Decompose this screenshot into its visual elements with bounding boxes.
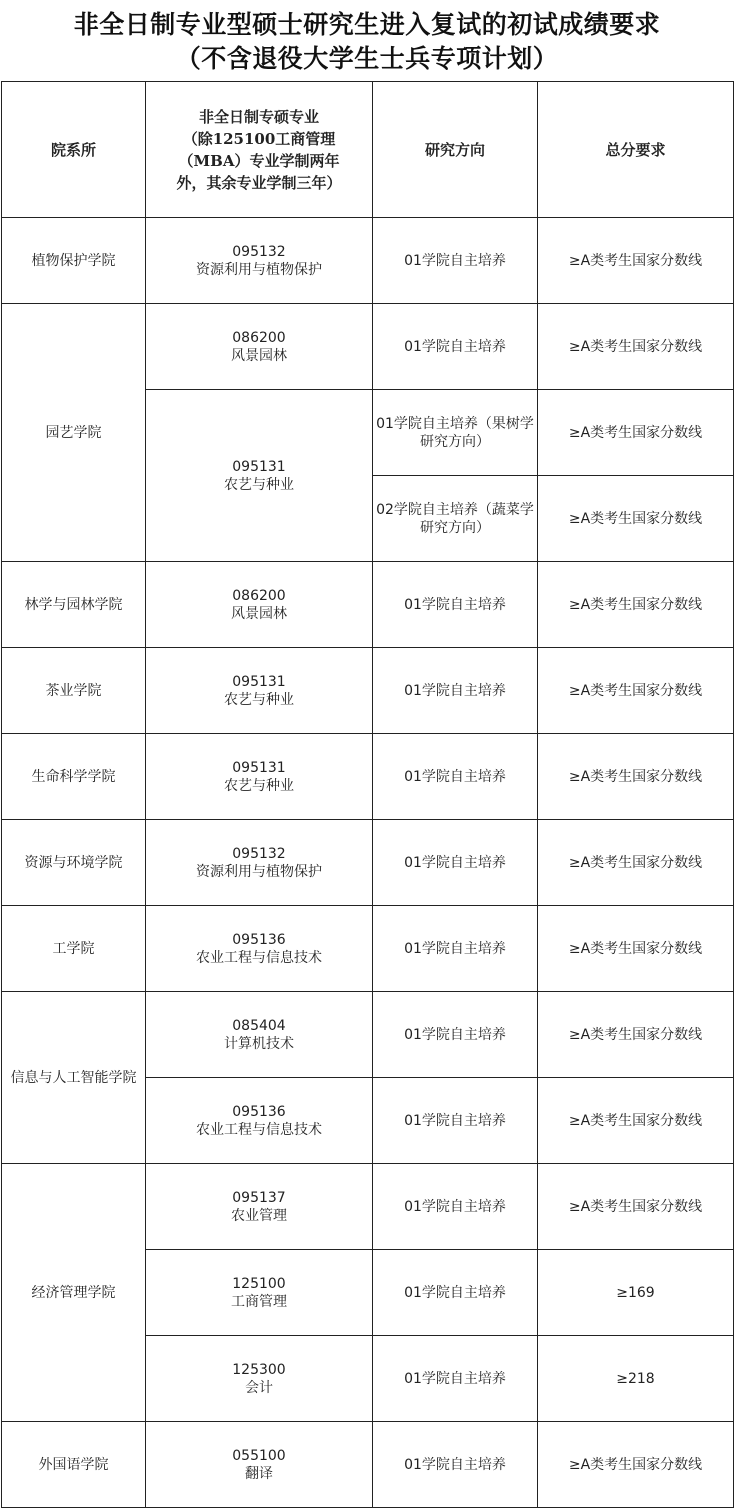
- major-cell: [146, 648, 373, 734]
- header-major-line: 外，其余专业学制三年）: [176, 173, 342, 192]
- major-code: 095132: [232, 845, 286, 862]
- header-major-line: （除125100工商管理: [182, 129, 336, 148]
- score-cell: ≥A类考生国家分数线: [538, 820, 734, 906]
- table-row: [2, 1422, 734, 1508]
- major-name: 风景园林: [231, 605, 287, 622]
- major-name: 农艺与种业: [224, 777, 294, 794]
- major-cell: [146, 218, 373, 304]
- direction-cell: 01学院自主培养（果树学研究方向）: [373, 390, 538, 476]
- header-major-line: 非全日制专硕专业: [198, 107, 319, 126]
- header-score: 总分要求: [538, 82, 734, 218]
- table-row: [2, 562, 734, 648]
- major-code: 095131: [232, 458, 286, 475]
- score-cell: ≥A类考生国家分数线: [538, 476, 734, 562]
- direction-cell: 01学院自主培养: [373, 562, 538, 648]
- table-header-row: [2, 82, 734, 218]
- department-cell: 信息与人工智能学院: [2, 992, 146, 1164]
- major-name: 会计: [245, 1379, 273, 1396]
- department-cell: 园艺学院: [2, 304, 146, 562]
- department-cell: 茶业学院: [2, 648, 146, 734]
- major-name: 农业工程与信息技术: [196, 949, 322, 966]
- major-name: 翻译: [245, 1465, 273, 1482]
- table-row: [2, 820, 734, 906]
- department-cell: 植物保护学院: [2, 218, 146, 304]
- major-name: 农艺与种业: [224, 476, 294, 493]
- direction-cell: 01学院自主培养: [373, 304, 538, 390]
- table-row: [2, 304, 734, 390]
- major-name: 农业管理: [231, 1207, 287, 1224]
- department-cell: 资源与环境学院: [2, 820, 146, 906]
- table-row: [2, 1164, 734, 1250]
- major-code: 055100: [232, 1447, 286, 1464]
- score-cell: ≥A类考生国家分数线: [538, 390, 734, 476]
- major-cell: [146, 1078, 373, 1164]
- direction-cell: 01学院自主培养: [373, 648, 538, 734]
- major-name: 工商管理: [231, 1293, 287, 1310]
- score-cell: ≥A类考生国家分数线: [538, 734, 734, 820]
- major-code: 086200: [232, 329, 286, 346]
- major-code: 095136: [232, 1103, 286, 1120]
- major-cell: [146, 1164, 373, 1250]
- direction-cell: 01学院自主培养: [373, 820, 538, 906]
- score-cell: ≥A类考生国家分数线: [538, 218, 734, 304]
- score-cell: ≥A类考生国家分数线: [538, 1164, 734, 1250]
- major-name: 风景园林: [231, 347, 287, 364]
- direction-cell: 02学院自主培养（蔬菜学研究方向）: [373, 476, 538, 562]
- major-cell: [146, 562, 373, 648]
- table-row: [2, 648, 734, 734]
- score-cell: ≥A类考生国家分数线: [538, 648, 734, 734]
- direction-cell: 01学院自主培养: [373, 1164, 538, 1250]
- score-cell: ≥A类考生国家分数线: [538, 1078, 734, 1164]
- score-cell: ≥A类考生国家分数线: [538, 992, 734, 1078]
- major-cell: [146, 1250, 373, 1336]
- direction-cell: 01学院自主培养: [373, 992, 538, 1078]
- department-cell: 工学院: [2, 906, 146, 992]
- direction-cell: 01学院自主培养: [373, 1336, 538, 1422]
- major-name: 资源利用与植物保护: [196, 863, 322, 880]
- major-cell: [146, 1336, 373, 1422]
- department-cell: 生命科学学院: [2, 734, 146, 820]
- score-cell: ≥169: [538, 1250, 734, 1336]
- major-cell: [146, 304, 373, 390]
- direction-cell: 01学院自主培养: [373, 906, 538, 992]
- table-row: [2, 734, 734, 820]
- header-major-line: （MBA）专业学制两年: [178, 151, 340, 170]
- score-requirements-table: [1, 81, 734, 1508]
- major-cell: [146, 992, 373, 1078]
- major-name: 资源利用与植物保护: [196, 261, 322, 278]
- major-code: 085404: [232, 1017, 286, 1034]
- score-cell: ≥A类考生国家分数线: [538, 1422, 734, 1508]
- table-row: [2, 906, 734, 992]
- direction-cell: 01学院自主培养: [373, 734, 538, 820]
- department-cell: 林学与园林学院: [2, 562, 146, 648]
- direction-cell: 01学院自主培养: [373, 1422, 538, 1508]
- major-name: 农业工程与信息技术: [196, 1121, 322, 1138]
- major-cell: [146, 390, 373, 562]
- major-cell: [146, 734, 373, 820]
- header-direction: 研究方向: [373, 82, 538, 218]
- page-subtitle: （不含退役大学生士兵专项计划）: [175, 44, 559, 73]
- title-block: [0, 0, 734, 80]
- department-cell: 经济管理学院: [2, 1164, 146, 1422]
- score-cell: ≥A类考生国家分数线: [538, 906, 734, 992]
- score-cell: ≥218: [538, 1336, 734, 1422]
- major-code: 095137: [232, 1189, 286, 1206]
- major-cell: [146, 1422, 373, 1508]
- department-cell: 外国语学院: [2, 1422, 146, 1508]
- major-name: 计算机技术: [224, 1035, 294, 1052]
- major-code: 125300: [232, 1361, 286, 1378]
- major-cell: [146, 820, 373, 906]
- header-department: 院系所: [2, 82, 146, 218]
- page-title: 非全日制专业型硕士研究生进入复试的初试成绩要求: [73, 10, 661, 39]
- table-row: [2, 992, 734, 1078]
- score-cell: ≥A类考生国家分数线: [538, 562, 734, 648]
- major-code: 095131: [232, 759, 286, 776]
- major-code: 125100: [232, 1275, 286, 1292]
- major-cell: [146, 906, 373, 992]
- direction-cell: 01学院自主培养: [373, 218, 538, 304]
- direction-cell: 01学院自主培养: [373, 1250, 538, 1336]
- score-cell: ≥A类考生国家分数线: [538, 304, 734, 390]
- major-code: 086200: [232, 587, 286, 604]
- major-code: 095131: [232, 673, 286, 690]
- major-code: 095132: [232, 243, 286, 260]
- direction-cell: 01学院自主培养: [373, 1078, 538, 1164]
- header-major: [146, 82, 373, 218]
- table-row: [2, 218, 734, 304]
- major-code: 095136: [232, 931, 286, 948]
- major-name: 农艺与种业: [224, 691, 294, 708]
